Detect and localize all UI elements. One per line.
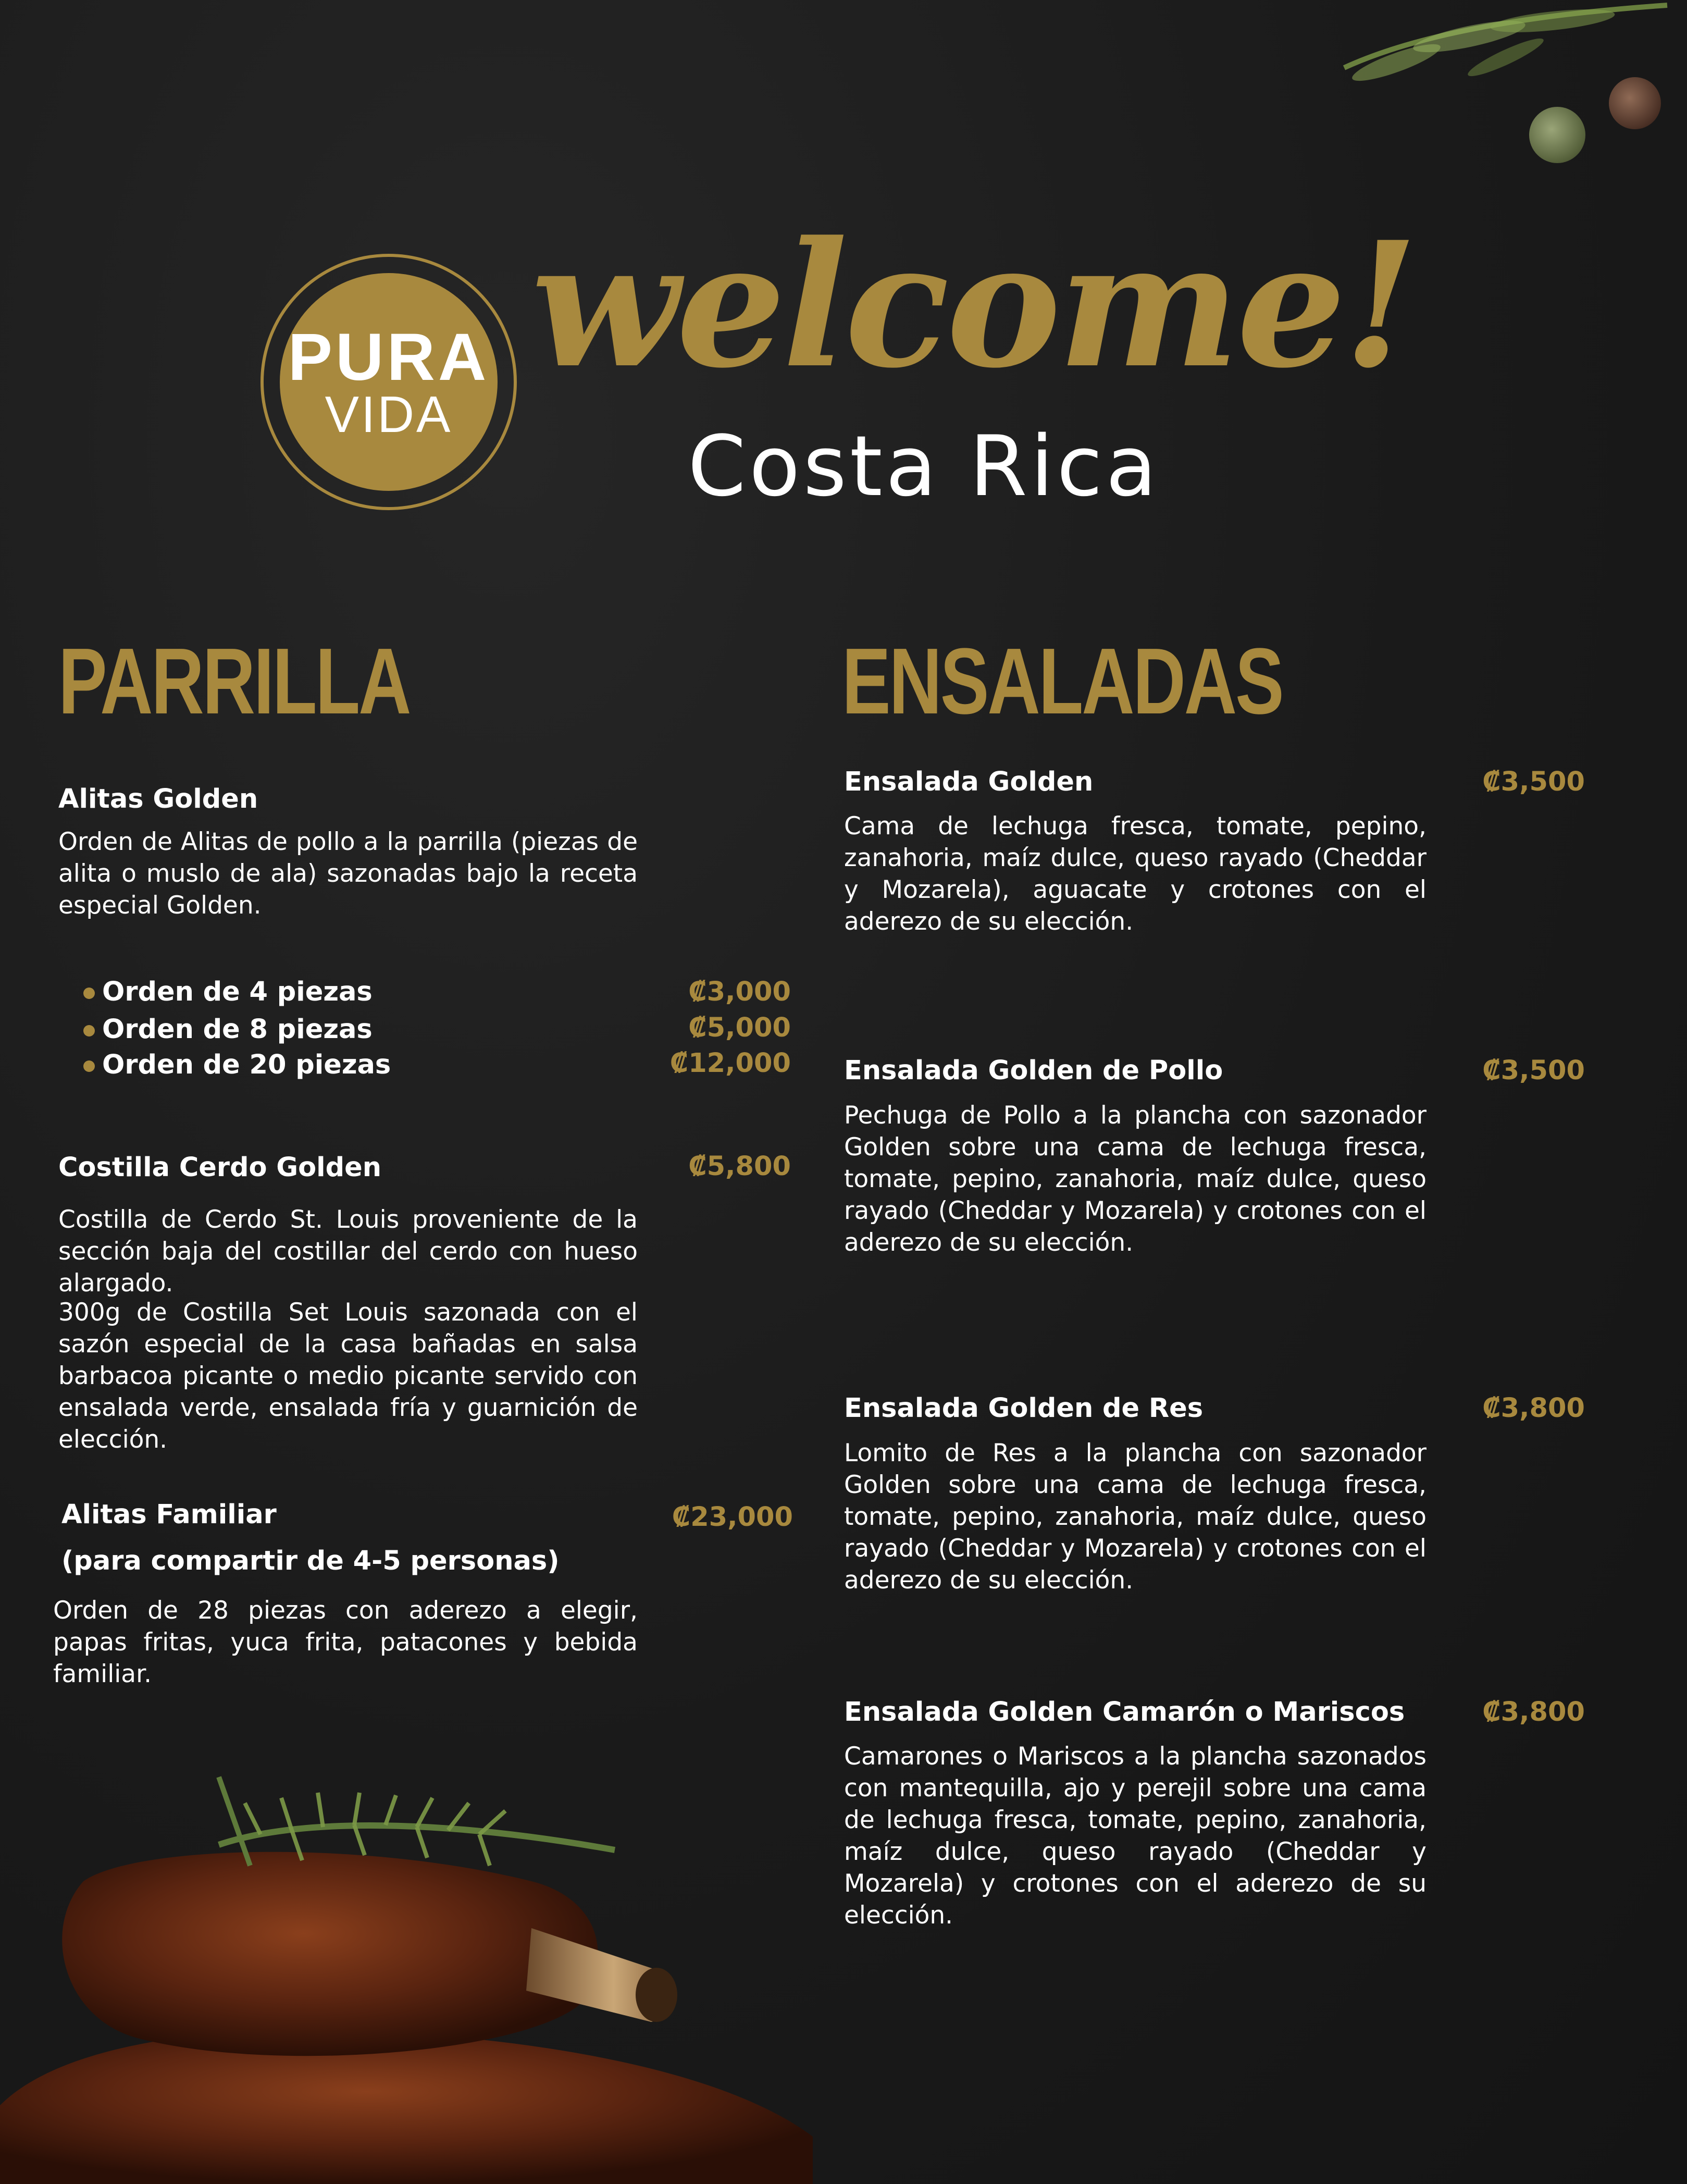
- pura-vida-logo: [280, 273, 498, 491]
- option-label: Orden de 4 piezas: [102, 977, 373, 1007]
- salad-description: Cama de lechuga fresca, tomate, pepino, zanahoria, maíz dulce, queso rayado (Cheddar y Mozarela), aguacate y crotones con el aderezo de su elección.: [844, 812, 1426, 936]
- salad-price: ₡3,800: [1482, 1697, 1585, 1728]
- option-price: ₡3,000: [688, 977, 791, 1007]
- item-price-costilla: ₡5,800: [688, 1151, 791, 1182]
- option-row: [83, 1049, 391, 1081]
- welcome-heading: welcome!: [531, 204, 1416, 406]
- item-price-alitas-familiar: ₡23,000: [672, 1502, 793, 1533]
- grilled-ribs-image: [0, 1709, 813, 2184]
- logo-line1: PURA: [288, 320, 490, 394]
- section-title-parrilla: PARRILLA: [58, 629, 410, 734]
- item-description-alitas-familiar: Orden de 28 piezas con aderezo a elegir, papas fritas, yuca frita, patacones y bebida familiar.: [53, 1596, 638, 1688]
- option-row: [83, 976, 373, 1008]
- item-description-costilla-1: Costilla de Cerdo St. Louis proveniente de la sección baja del costillar del cerdo con hueso alargado.: [58, 1205, 638, 1298]
- item-description-alitas-golden: Orden de Alitas de pollo a la parrilla (piezas de alita o muslo de ala) sazonadas bajo la receta especial Golden.: [58, 828, 638, 920]
- salad-price: ₡3,500: [1482, 767, 1585, 797]
- item-name-alitas-familiar: Alitas Familiar: [61, 1499, 277, 1530]
- option-label: Orden de 20 piezas: [102, 1050, 391, 1080]
- bullet-icon: [83, 988, 95, 999]
- logo-line2: VIDA: [325, 386, 453, 443]
- salad-name: Ensalada Golden: [844, 767, 1094, 797]
- salad-price: ₡3,500: [1482, 1055, 1585, 1086]
- peppercorn-brown-decoration: [1609, 77, 1661, 129]
- section-title-ensaladas: ENSALADAS: [842, 629, 1283, 734]
- option-price: ₡5,000: [688, 1013, 791, 1043]
- peppercorn-green-decoration: [1529, 107, 1585, 163]
- item-name-costilla: Costilla Cerdo Golden: [58, 1152, 382, 1183]
- item-subtitle-alitas-familiar: (para compartir de 4-5 personas): [61, 1546, 560, 1576]
- bullet-icon: [83, 1060, 95, 1072]
- option-price: ₡12,000: [669, 1048, 791, 1079]
- salad-name: Ensalada Golden de Pollo: [844, 1055, 1223, 1086]
- salad-name: Ensalada Golden Camarón o Mariscos: [844, 1697, 1405, 1728]
- bullet-icon: [83, 1025, 95, 1037]
- item-name-alitas-golden: Alitas Golden: [58, 784, 258, 815]
- item-description-costilla-2: 300g de Costilla Set Louis sazonada con el sazón especial de la casa bañadas en salsa barbacoa picante o medio picante servido con ensalada verde, ensalada fría y guarnición de elección.: [58, 1298, 638, 1454]
- salad-description: Pechuga de Pollo a la plancha con sazonador Golden sobre una cama de lechuga fresca, tomate, pepino, zanahoria, maíz dulce, queso rayado (Cheddar y Mozarela) y crotones con el aderezo de su elección.: [844, 1101, 1426, 1257]
- salad-description: Lomito de Res a la plancha con sazonador Golden sobre una cama de lechuga fresca, tomate, pepino, zanahoria, maíz dulce, queso rayado (Cheddar y Mozarela) y crotones con el aderezo de su elección.: [844, 1439, 1426, 1595]
- salad-price: ₡3,800: [1482, 1393, 1585, 1424]
- country-subtitle: Costa Rica: [688, 417, 1160, 515]
- option-label: Orden de 8 piezas: [102, 1014, 373, 1045]
- salad-name: Ensalada Golden de Res: [844, 1393, 1204, 1424]
- salad-description: Camarones o Mariscos a la plancha sazonados con mantequilla, ajo y perejil sobre una cama de lechuga fresca, tomate, pepino, zanahoria, maíz dulce, queso rayado (Cheddar y Mozarela) y crotones con el aderezo de su elección.: [844, 1742, 1426, 1930]
- option-row: [83, 1014, 373, 1045]
